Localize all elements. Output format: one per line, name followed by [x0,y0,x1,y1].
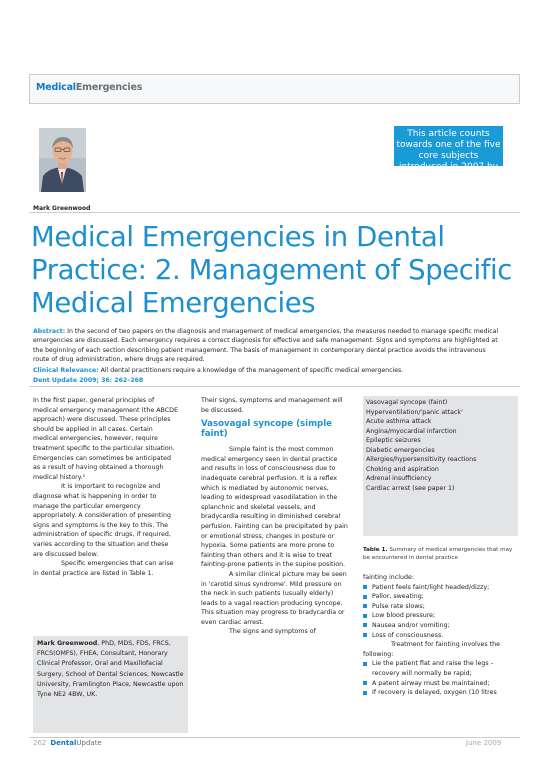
diagnosis-paragraph: It is important to recognize and diagnose what is happening in order to manage the particular emergency appropriately. A consideration of presenting signs and symptoms is the key to this. The administration of specific drugs, if required, varies according to the situation and these are discussed below. [33,483,172,558]
list-item: Patient feels faint/light headed/dizzy; [363,583,518,593]
table-row: Hyperventilation/'panic attack' [366,408,463,416]
abstract-label: Abstract: [33,328,66,335]
list-item: Pallor, sweating; [363,592,518,602]
abstract-divider [29,386,520,387]
section-heading: Vasovagal syncope (simple faint) [201,419,332,440]
column-1 [33,396,178,578]
bio-name: Mark Greenwood [37,640,98,647]
list-item: Lie the patient flat and raise the legs – recovery will normally be rapid; [363,659,518,678]
table-caption-text: Summary of medical emergencies that may be encountered in dental practice [363,547,513,562]
column-2 [201,396,351,637]
signs-list [363,583,518,641]
top-divider [29,212,520,213]
relevance-label: Clinical Relevance: [33,366,99,374]
abstract-paragraph [33,327,503,365]
list-item: If recovery is delayed, oxygen (10 litres [363,688,518,698]
table-row: Diabetic emergencies [366,446,435,454]
section-header [29,74,520,104]
column-3 [363,573,518,698]
author-bio [33,636,188,733]
footer-journal [33,739,102,747]
table-1-rows [363,398,518,493]
list-item: A patent airway must be maintained; [363,679,518,689]
journal-name-part2: Update [76,739,102,747]
section-label-part2: Emergencies [75,82,143,93]
signs-intro: fainting include: [363,574,414,581]
lead-paragraph: Their signs, symptoms and management will be discussed. [201,397,343,414]
table-row: Epileptic seizures [366,437,421,444]
journal-name-part1: Dental [50,739,77,747]
bio-details: , PhD, MDS, FDS, FRCS, FRCS(OMFS), FHEA, Consultant, Honorary Clinical Professor, Oral and Maxillofacial Surgery, School of Dental Sciences, Newcastle University, Framlington Place, Newcastle upon Tyne NE2 4BW, UK. [37,640,184,699]
table-caption [363,546,520,562]
table-row: Angina/myocardial infarction [366,427,457,435]
footer-divider [29,737,520,738]
treatment-list [363,659,518,697]
author-caption: Mark Greenwood [33,205,91,212]
list-item: Nausea and/or vomiting; [363,621,518,631]
treatment-intro: Treatment for fainting involves the following: [363,641,501,658]
table-row: Allergies/hypersensitivity reactions [366,456,477,463]
table-reference-paragraph: Specific emergencies that can arise in dental practice are listed in Table 1. [33,560,174,577]
table-row: Vasovagal syncope (faint) [366,399,448,406]
list-item: Pulse rate slows; [363,602,518,612]
table-row: Choking and aspiration [366,465,439,473]
article-title: Medical Emergencies in Dental Practice: 2. Management of Specific Medical Emergencies [31,221,513,319]
intro-paragraph: In the first paper, general principles of medical emergency management (the ABCDE approach) were discussed. These principles should be applied in all cases. Certain medical emergencies, however, require treatment specific to the particular situation. Emergencies can sometimes be anticipated as a result of having obtained a thorough medical history.¹ [33,397,178,481]
table-row: Cardiac arrest (see paper 1) [366,484,455,492]
author-photo [39,128,86,192]
list-item: Loss of consciousness. [363,631,518,641]
signs-paragraph: The signs and symptoms of [229,628,316,636]
citation: Dent Update 2009; 36: 262–268 [33,377,144,385]
cpd-notice: This article counts towards one of the five core subjects introduced in 2007 by the GDC. [394,126,503,166]
section-label [36,82,142,93]
page-number: 262 [33,739,47,747]
table-row: Acute asthma attack [366,418,432,425]
author-portrait-image [39,128,86,192]
relevance-paragraph [33,366,503,375]
abstract-text: In the second of two papers on the diagnosis and management of medical emergencies, the measures needed to manage specific medical emergencies are discussed. Each emergency requires a correct diagnosis for effective and safe management. Signs and symptoms are highlighted at the beginning of each section describing patient management. The basis of management in contemporary dental practice avoids the intravenous route of drug administration, where drugs are required. [33,328,499,364]
relevance-text: All dental practitioners require a knowledge of the management of specific medical emergencies. [98,366,404,374]
abstract-block [33,327,503,386]
footer-date: June 2009 [466,739,502,747]
table-row: Adrenal insufficiency [366,475,432,482]
syncope-paragraph: Simple faint is the most common medical emergency seen in dental practice and results in loss of consciousness due to inadequate cerebral perfusion. It is a reflex which is mediated by autonomic nerves, leading to widespread vasodilatation in the splanchnic and skeletal vessels, and bradycardia resulting in diminished cerebral perfusion. Fainting can be precipitated by pain or emotional stress, changes in posture or hypoxia. Some patients are more prone to fainting than others and it is wise to treat fainting-prone patients in the supine position. [201,446,348,569]
section-label-part1: Medical [36,82,76,93]
list-item: Low blood pressure; [363,611,518,621]
carotid-paragraph: A similar clinical picture may be seen in 'carotid sinus syndrome'. Mild pressure on the neck in such patients (usually elderly) leads to a vagal reaction producing syncope. This situation may progress to bradycardia or even cardiac arrest. [201,570,347,626]
table-caption-label: Table 1. [363,547,388,553]
